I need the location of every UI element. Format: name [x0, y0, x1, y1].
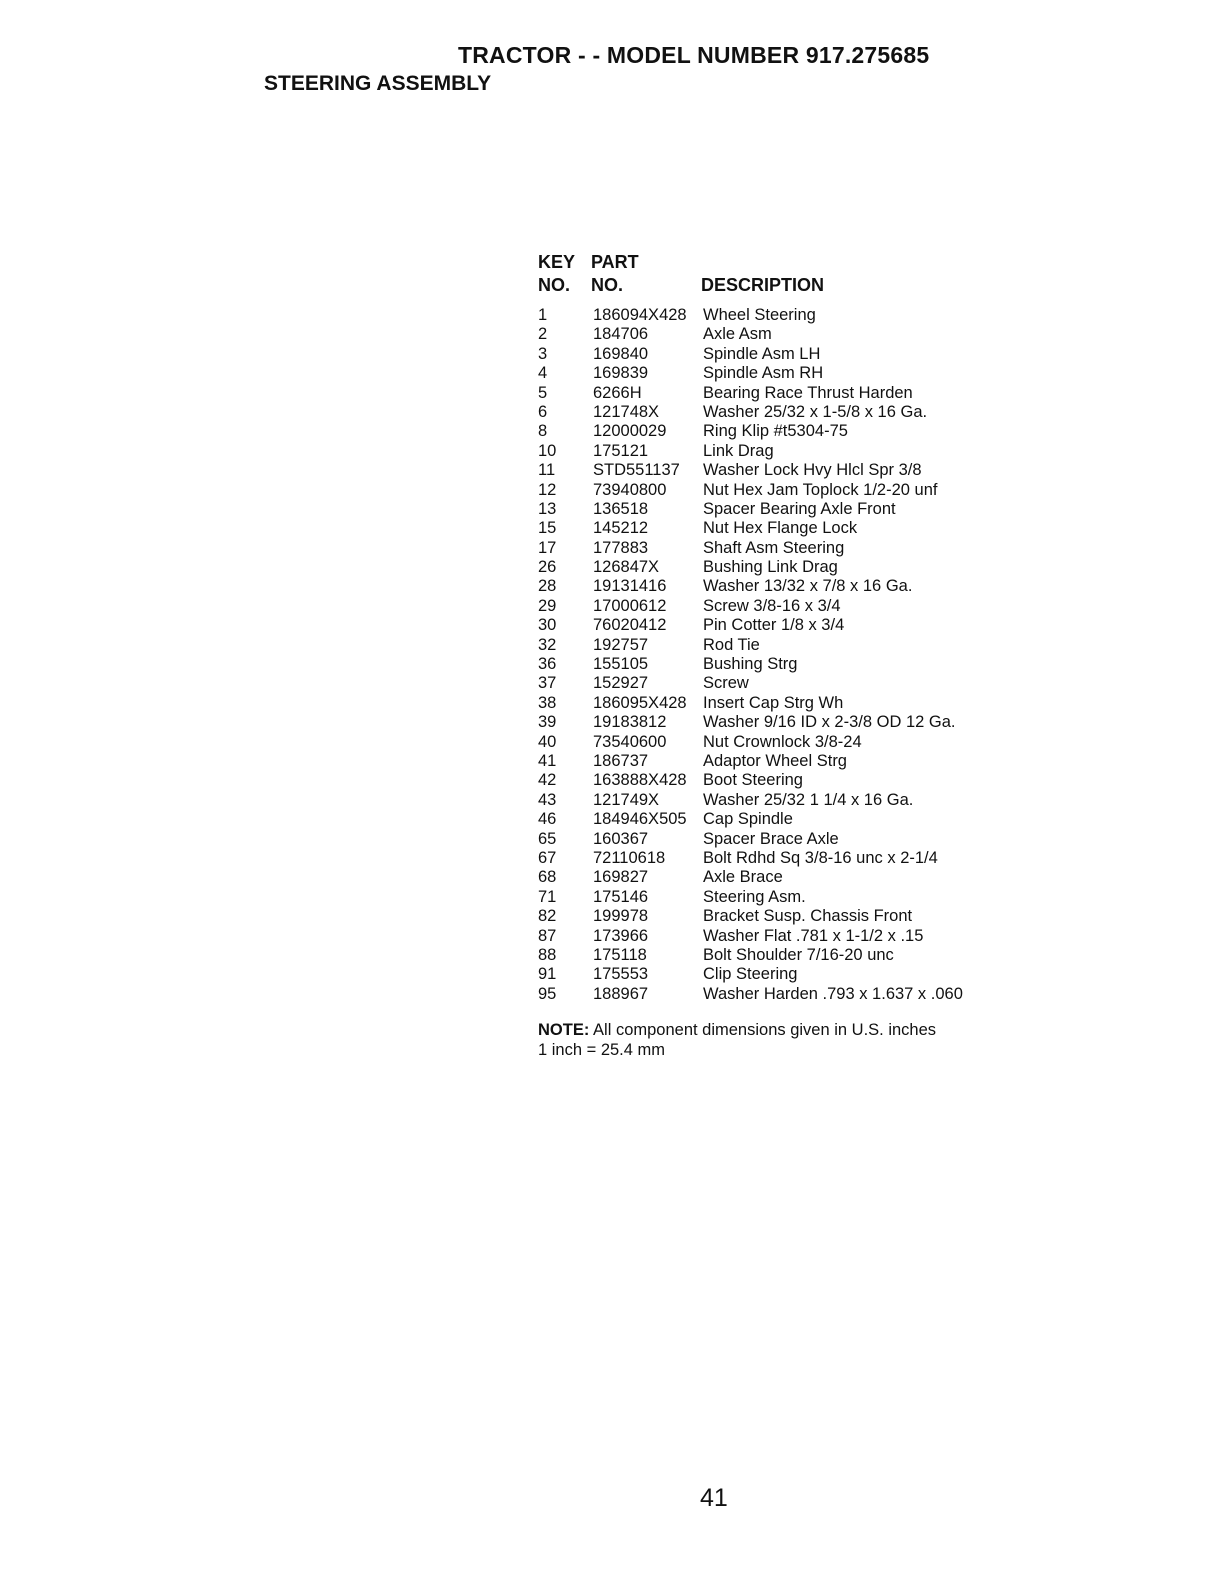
- part-no-cell: 175553: [593, 965, 649, 984]
- part-no-cell: 73540600: [593, 732, 667, 751]
- part-no-cell: 72110618: [593, 848, 666, 867]
- description-cell: Wheel Steering: [703, 306, 816, 324]
- key-no-cell: 26: [538, 558, 557, 577]
- part-header-top: PART: [591, 252, 639, 272]
- description-cell: Axle Brace: [703, 868, 783, 887]
- part-no-cell: 163888X428: [593, 771, 687, 790]
- description-cell: Screw: [703, 674, 749, 693]
- note-text: All component dimensions given in U.S. inches: [589, 1021, 937, 1039]
- table-row: [538, 461, 1008, 480]
- table-row: [538, 577, 1008, 596]
- key-no-cell: 29: [538, 596, 557, 615]
- part-no-cell: 155105: [593, 655, 649, 674]
- table-row: [538, 946, 1008, 965]
- key-no-cell: 42: [538, 771, 557, 790]
- description-cell: Nut Crownlock 3/8-24: [703, 732, 862, 751]
- description-cell: Washer Flat .781 x 1-1/2 x .15: [703, 926, 924, 945]
- description-cell: Washer 25/32 x 1-5/8 x 16 Ga.: [703, 402, 928, 421]
- part-no-cell: 192757: [593, 635, 649, 654]
- table-row: [538, 325, 1008, 344]
- note-label: NOTE:: [538, 1021, 590, 1039]
- key-no-cell: 87: [538, 926, 557, 945]
- description-cell: Bushing Link Drag: [703, 558, 838, 577]
- table-row: [538, 558, 1008, 577]
- key-no-cell: 40: [538, 732, 557, 751]
- description-cell: Spindle Asm RH: [703, 364, 824, 383]
- key-no-cell: 39: [538, 713, 557, 732]
- page-title: TRACTOR - - MODEL NUMBER 917.275685: [458, 42, 930, 68]
- key-no-cell: 41: [538, 751, 557, 770]
- key-no-cell: 15: [538, 519, 557, 538]
- parts-list-header: [538, 252, 1008, 298]
- part-no-cell: 169827: [593, 868, 649, 887]
- description-cell: Clip Steering: [703, 965, 798, 984]
- table-row: [538, 364, 1008, 383]
- key-no-cell: 37: [538, 674, 557, 693]
- table-row: [538, 384, 1008, 403]
- table-row: [538, 791, 1008, 810]
- description-cell: Spacer Bearing Axle Front: [703, 499, 896, 518]
- description-cell: Bushing Strg: [703, 655, 798, 674]
- description-cell: Cap Spindle: [703, 810, 793, 829]
- part-no-cell: 186737: [593, 751, 649, 770]
- part-no-cell: 76020412: [593, 616, 667, 635]
- part-no-cell: 19183812: [593, 713, 667, 732]
- description-cell: Washer Lock Hvy Hlcl Spr 3/8: [703, 461, 922, 480]
- table-row: [538, 713, 1008, 732]
- table-row: [538, 616, 1008, 635]
- part-no-cell: 186095X428: [593, 693, 687, 712]
- part-no-cell: 145212: [593, 519, 649, 538]
- part-no-cell: 199978: [593, 907, 649, 926]
- table-row: [538, 849, 1008, 868]
- table-row: [538, 694, 1008, 713]
- description-cell: Ring Klip #t5304-75: [703, 422, 848, 441]
- key-no-cell: 3: [538, 344, 548, 363]
- part-no-cell: 169839: [593, 364, 649, 383]
- part-no-cell: 121749X: [593, 790, 660, 809]
- key-no-cell: 13: [538, 499, 557, 518]
- part-no-cell: 188967: [593, 984, 649, 1003]
- part-no-cell: 175118: [593, 945, 647, 964]
- key-no-cell: 28: [538, 577, 557, 596]
- part-no-cell: 136518: [593, 499, 649, 518]
- table-row: [538, 519, 1008, 538]
- note-conversion: 1 inch = 25.4 mm: [538, 1041, 666, 1059]
- description-cell: Pin Cotter 1/8 x 3/4: [703, 616, 845, 635]
- part-no-cell: 173966: [593, 926, 649, 945]
- key-no-cell: 12: [538, 480, 557, 499]
- key-no-cell: 43: [538, 790, 557, 809]
- description-cell: Bearing Race Thrust Harden: [703, 383, 913, 402]
- part-no-cell: 169840: [593, 344, 649, 363]
- part-no-cell: 175121: [593, 441, 649, 460]
- description-cell: Rod Tie: [703, 635, 760, 654]
- key-no-cell: 8: [538, 422, 548, 441]
- table-row: [538, 771, 1008, 790]
- key-header-top: KEY: [538, 252, 576, 272]
- description-cell: Bracket Susp. Chassis Front: [703, 907, 913, 926]
- table-row: [538, 539, 1008, 558]
- table-row: [538, 500, 1008, 519]
- part-no-cell: 6266H: [593, 383, 642, 402]
- table-row: [538, 422, 1008, 441]
- description-cell: Axle Asm: [703, 325, 772, 344]
- table-row: [538, 927, 1008, 946]
- key-no-cell: 17: [538, 538, 557, 557]
- key-no-cell: 91: [538, 965, 557, 984]
- description-cell: Boot Steering: [703, 771, 803, 790]
- part-no-cell: 177883: [593, 538, 649, 557]
- dimension-note: [538, 1020, 936, 1060]
- part-no-cell: 17000612: [593, 596, 667, 615]
- table-row: [538, 481, 1008, 500]
- part-no-cell: 19131416: [593, 577, 667, 596]
- description-cell: Bolt Shoulder 7/16-20 unc: [703, 945, 894, 964]
- description-cell: Steering Asm.: [703, 887, 806, 906]
- table-row: [538, 868, 1008, 887]
- parts-list: [538, 252, 1008, 1004]
- table-row: [538, 655, 1008, 674]
- key-no-cell: 10: [538, 441, 557, 460]
- part-no-cell: 152927: [593, 674, 649, 693]
- page-number: 41: [700, 1484, 728, 1512]
- description-cell: Adaptor Wheel Strg: [703, 751, 847, 770]
- table-row: [538, 403, 1008, 422]
- part-no-cell: 186094X428: [593, 306, 687, 324]
- table-row: [538, 965, 1008, 984]
- table-row: [538, 674, 1008, 693]
- table-row: [538, 752, 1008, 771]
- table-row: [538, 907, 1008, 926]
- description-cell: Washer Harden .793 x 1.637 x .060: [703, 984, 963, 1003]
- description-cell: Link Drag: [703, 441, 774, 460]
- part-no-cell: 126847X: [593, 558, 660, 577]
- key-no-cell: 82: [538, 907, 557, 926]
- part-no-cell: STD551137: [593, 461, 680, 480]
- section-title: STEERING ASSEMBLY: [264, 72, 492, 95]
- key-no-cell: 46: [538, 810, 557, 829]
- part-no-cell: 121748X: [593, 402, 660, 421]
- description-cell: Washer 25/32 1 1/4 x 16 Ga.: [703, 790, 914, 809]
- key-no-cell: 6: [538, 402, 548, 421]
- parts-list-rows: [538, 306, 1008, 1004]
- description-cell: Spacer Brace Axle: [703, 829, 839, 848]
- description-cell: Shaft Asm Steering: [703, 538, 845, 557]
- description-cell: Screw 3/8-16 x 3/4: [703, 596, 841, 615]
- key-no-cell: 38: [538, 693, 557, 712]
- description-header: DESCRIPTION: [701, 275, 825, 295]
- table-row: [538, 810, 1008, 829]
- description-cell: Nut Hex Jam Toplock 1/2-20 unf: [703, 480, 938, 499]
- table-row: [538, 888, 1008, 907]
- key-no-cell: 4: [538, 364, 548, 383]
- key-no-cell: 2: [538, 325, 548, 344]
- key-no-cell: 68: [538, 868, 557, 887]
- description-cell: Insert Cap Strg Wh: [703, 693, 844, 712]
- table-row: [538, 733, 1008, 752]
- table-row: [538, 985, 1008, 1004]
- description-cell: Bolt Rdhd Sq 3/8-16 unc x 2-1/4: [703, 848, 938, 867]
- part-no-cell: 160367: [593, 829, 649, 848]
- key-no-cell: 32: [538, 635, 557, 654]
- part-no-cell: 184706: [593, 325, 649, 344]
- table-row: [538, 830, 1008, 849]
- description-cell: Spindle Asm LH: [703, 344, 821, 363]
- part-header-bottom: NO.: [591, 275, 624, 295]
- key-no-cell: 5: [538, 383, 548, 402]
- table-row: [538, 306, 1008, 325]
- key-no-cell: 30: [538, 616, 557, 635]
- description-cell: Nut Hex Flange Lock: [703, 519, 858, 538]
- part-no-cell: 184946X505: [593, 810, 687, 829]
- table-row: [538, 345, 1008, 364]
- key-header-bottom: NO.: [538, 275, 571, 295]
- key-no-cell: 88: [538, 945, 557, 964]
- part-no-cell: 73940800: [593, 480, 667, 499]
- key-no-cell: 71: [538, 887, 557, 906]
- key-no-cell: 11: [538, 461, 556, 480]
- key-no-cell: 65: [538, 829, 557, 848]
- description-cell: Washer 9/16 ID x 2-3/8 OD 12 Ga.: [703, 713, 956, 732]
- table-row: [538, 597, 1008, 616]
- part-no-cell: 175146: [593, 887, 649, 906]
- key-no-cell: 67: [538, 848, 557, 867]
- table-row: [538, 442, 1008, 461]
- key-no-cell: 1: [538, 306, 548, 324]
- table-row: [538, 636, 1008, 655]
- key-no-cell: 36: [538, 655, 557, 674]
- key-no-cell: 95: [538, 984, 557, 1003]
- description-cell: Washer 13/32 x 7/8 x 16 Ga.: [703, 577, 913, 596]
- part-no-cell: 12000029: [593, 422, 667, 441]
